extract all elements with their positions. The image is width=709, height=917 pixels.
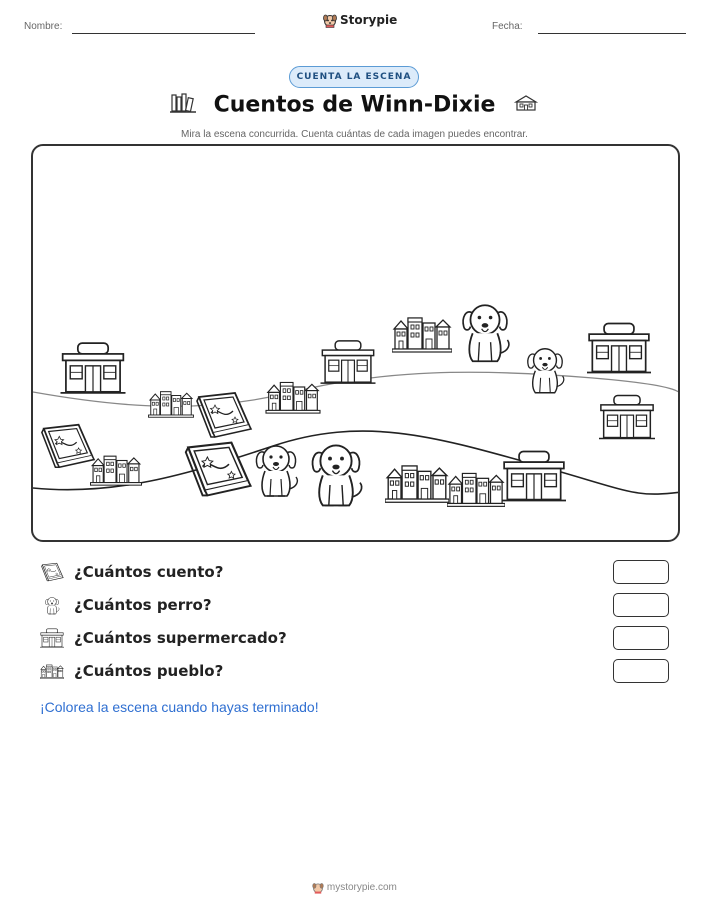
answer-box[interactable]	[613, 560, 669, 584]
date-label: Fecha:	[492, 21, 523, 32]
question-text: ¿Cuántos cuento?	[74, 563, 224, 581]
town-icon[interactable]	[90, 452, 142, 486]
town-icon[interactable]	[392, 312, 452, 354]
question-row	[40, 661, 223, 681]
dog-icon[interactable]	[306, 432, 366, 514]
town-icon[interactable]	[265, 378, 321, 414]
store-icon	[40, 628, 64, 648]
town-icon[interactable]	[447, 468, 505, 508]
answer-box[interactable]	[613, 593, 669, 617]
site-footer	[0, 881, 709, 894]
bookshelf-icon	[170, 92, 196, 118]
store-icon[interactable]	[320, 340, 376, 384]
dog-icon[interactable]	[457, 292, 513, 370]
dog-icon[interactable]	[251, 436, 301, 502]
town-icon[interactable]	[385, 460, 449, 504]
coloring-note: ¡Colorea la escena cuando hayas terminado!	[40, 699, 319, 715]
date-field-line[interactable]	[538, 33, 686, 34]
town-icon[interactable]	[146, 388, 196, 418]
page-title-row	[0, 92, 709, 118]
book-icon[interactable]	[193, 390, 253, 440]
book-icon[interactable]	[181, 436, 253, 502]
dog-mascot-small-icon	[312, 882, 327, 893]
name-label: Nombre:	[24, 21, 63, 32]
instructions: Mira la escena concurrida. Cuenta cuántas de cada imagen puedes encontrar.	[181, 129, 528, 140]
dog-icon[interactable]	[523, 340, 567, 398]
store-icon[interactable]	[587, 322, 651, 374]
brand-logo	[323, 12, 397, 28]
scene-panel[interactable]	[31, 144, 680, 542]
question-text: ¿Cuántos pueblo?	[74, 662, 224, 680]
store-icon[interactable]	[60, 342, 126, 394]
answer-box[interactable]	[613, 659, 669, 683]
question-row	[40, 628, 287, 648]
town-icon	[40, 661, 64, 681]
house-icon	[513, 94, 539, 116]
store-icon[interactable]	[599, 394, 655, 440]
book-icon	[40, 562, 64, 582]
name-field-line[interactable]	[72, 33, 255, 34]
answer-box[interactable]	[613, 626, 669, 650]
page-title: Cuentos de Winn-Dixie	[213, 92, 496, 118]
dog-mascot-icon	[323, 12, 337, 28]
store-icon[interactable]	[502, 450, 566, 502]
book-icon[interactable]	[38, 420, 96, 472]
question-row	[40, 595, 212, 615]
question-row	[40, 562, 223, 582]
dog-icon	[40, 595, 64, 615]
question-text: ¿Cuántos perro?	[74, 596, 212, 614]
brand-name: Storypie	[340, 13, 398, 27]
activity-badge: CUENTA LA ESCENA	[289, 66, 419, 88]
site-url: mystorypie.com	[326, 882, 397, 893]
question-text: ¿Cuántos supermercado?	[74, 629, 287, 647]
